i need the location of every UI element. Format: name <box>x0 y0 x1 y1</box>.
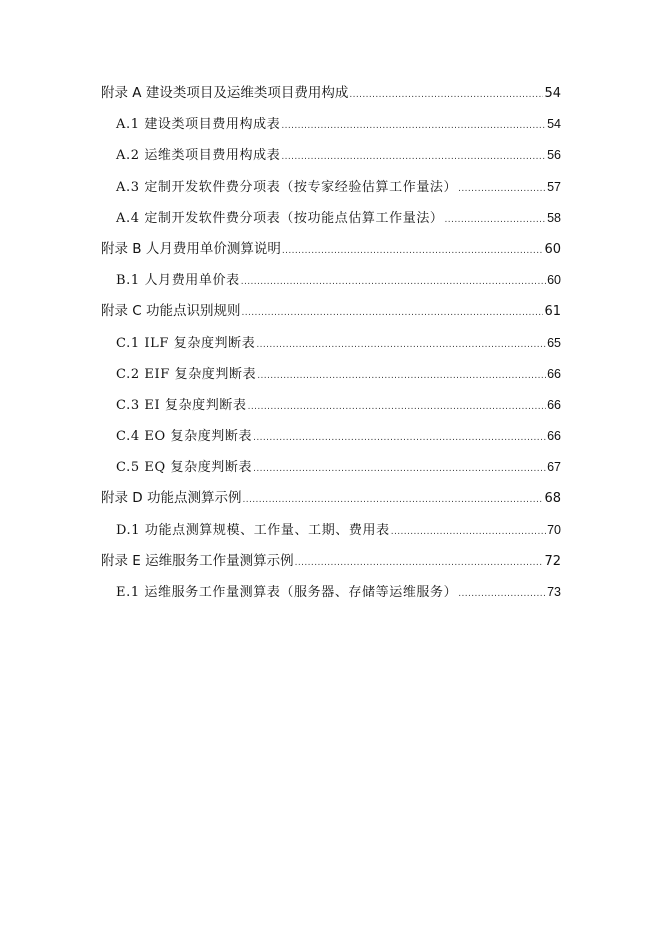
toc-entry-label: C.3 EI 复杂度判断表 <box>116 397 247 413</box>
toc-entry-c3[interactable] <box>101 390 561 421</box>
toc-entry-appendix-d[interactable] <box>101 483 561 514</box>
dot-leader <box>253 421 546 454</box>
toc-entry-page: 54 <box>547 117 561 132</box>
toc-entry-page: 65 <box>547 335 561 350</box>
dot-leader <box>458 172 546 205</box>
toc-entry-page: 57 <box>547 179 561 194</box>
toc-entry-label: 附录 E 运维服务工作量测算示例 <box>101 552 294 569</box>
dot-leader <box>282 234 544 267</box>
toc-entry-appendix-c[interactable] <box>101 296 561 327</box>
dot-leader <box>349 78 543 111</box>
toc-entry-label: C.1 ILF 复杂度判断表 <box>116 335 256 351</box>
dot-leader <box>445 203 547 236</box>
dot-leader <box>242 483 543 516</box>
toc-entry-a2[interactable] <box>101 140 561 171</box>
dot-leader <box>257 359 546 392</box>
toc-entry-c4[interactable] <box>101 421 561 452</box>
dot-leader <box>391 515 546 548</box>
toc-entry-page: 67 <box>547 460 561 475</box>
toc-entry-page: 72 <box>544 553 561 569</box>
toc-entry-label: 附录 D 功能点测算示例 <box>101 490 242 507</box>
toc-entry-label: 附录 B 人月费用单价测算说明 <box>101 240 281 257</box>
dot-leader <box>253 452 546 485</box>
toc-entry-c5[interactable] <box>101 452 561 483</box>
toc-entry-appendix-b[interactable] <box>101 234 561 265</box>
toc-entry-c1[interactable] <box>101 328 561 359</box>
toc-entry-page: 60 <box>544 241 561 257</box>
toc-entry-label: D.1 功能点测算规模、工作量、工期、费用表 <box>116 522 390 538</box>
dot-leader <box>248 390 547 423</box>
dot-leader <box>458 577 546 610</box>
toc-entry-label: A.2 运维类项目费用构成表 <box>116 148 281 164</box>
toc-entry-page: 58 <box>547 210 561 225</box>
toc-entry-page: 61 <box>544 304 561 320</box>
dot-leader <box>295 546 544 579</box>
dot-leader <box>242 296 544 329</box>
toc-entry-label: A.3 定制开发软件费分项表（按专家经验估算工作量法） <box>116 179 458 195</box>
toc-entry-label: C.4 EO 复杂度判断表 <box>116 429 253 445</box>
dot-leader <box>281 109 546 142</box>
dot-leader <box>281 140 546 173</box>
dot-leader <box>256 328 546 361</box>
toc-entry-a1[interactable] <box>101 109 561 140</box>
toc-entry-label: E.1 运维服务工作量测算表（服务器、存储等运维服务） <box>116 585 458 600</box>
toc-entry-label: A.1 建设类项目费用构成表 <box>116 117 281 133</box>
toc-entry-label: 附录 A 建设类项目及运维类项目费用构成 <box>101 85 349 101</box>
toc-entry-label: 附录 C 功能点识别规则 <box>101 303 241 320</box>
toc-entry-label: B.1 人月费用单价表 <box>116 273 240 289</box>
table-of-contents <box>101 78 561 608</box>
toc-entry-page: 70 <box>547 522 561 537</box>
toc-entry-page: 66 <box>547 429 561 444</box>
toc-entry-page: 60 <box>547 273 561 288</box>
toc-entry-appendix-e[interactable] <box>101 546 561 577</box>
toc-entry-appendix-a[interactable] <box>101 78 561 109</box>
toc-entry-b1[interactable] <box>101 265 561 296</box>
toc-entry-page: 56 <box>547 148 561 163</box>
toc-entry-label: C.2 EIF 复杂度判断表 <box>116 366 257 382</box>
toc-entry-c2[interactable] <box>101 359 561 390</box>
dot-leader <box>241 265 546 298</box>
toc-entry-d1[interactable] <box>101 515 561 546</box>
toc-entry-a3[interactable] <box>101 172 561 203</box>
toc-entry-label: A.4 定制开发软件费分项表（按功能点估算工作量法） <box>116 210 444 226</box>
toc-entry-page: 54 <box>544 86 561 101</box>
toc-entry-a4[interactable] <box>101 203 561 234</box>
toc-entry-label: C.5 EQ 复杂度判断表 <box>116 460 253 476</box>
toc-entry-page: 66 <box>547 397 561 412</box>
toc-entry-e1[interactable] <box>101 577 561 608</box>
toc-entry-page: 66 <box>547 366 561 381</box>
toc-entry-page: 68 <box>544 491 561 507</box>
toc-entry-page: 73 <box>547 585 561 599</box>
